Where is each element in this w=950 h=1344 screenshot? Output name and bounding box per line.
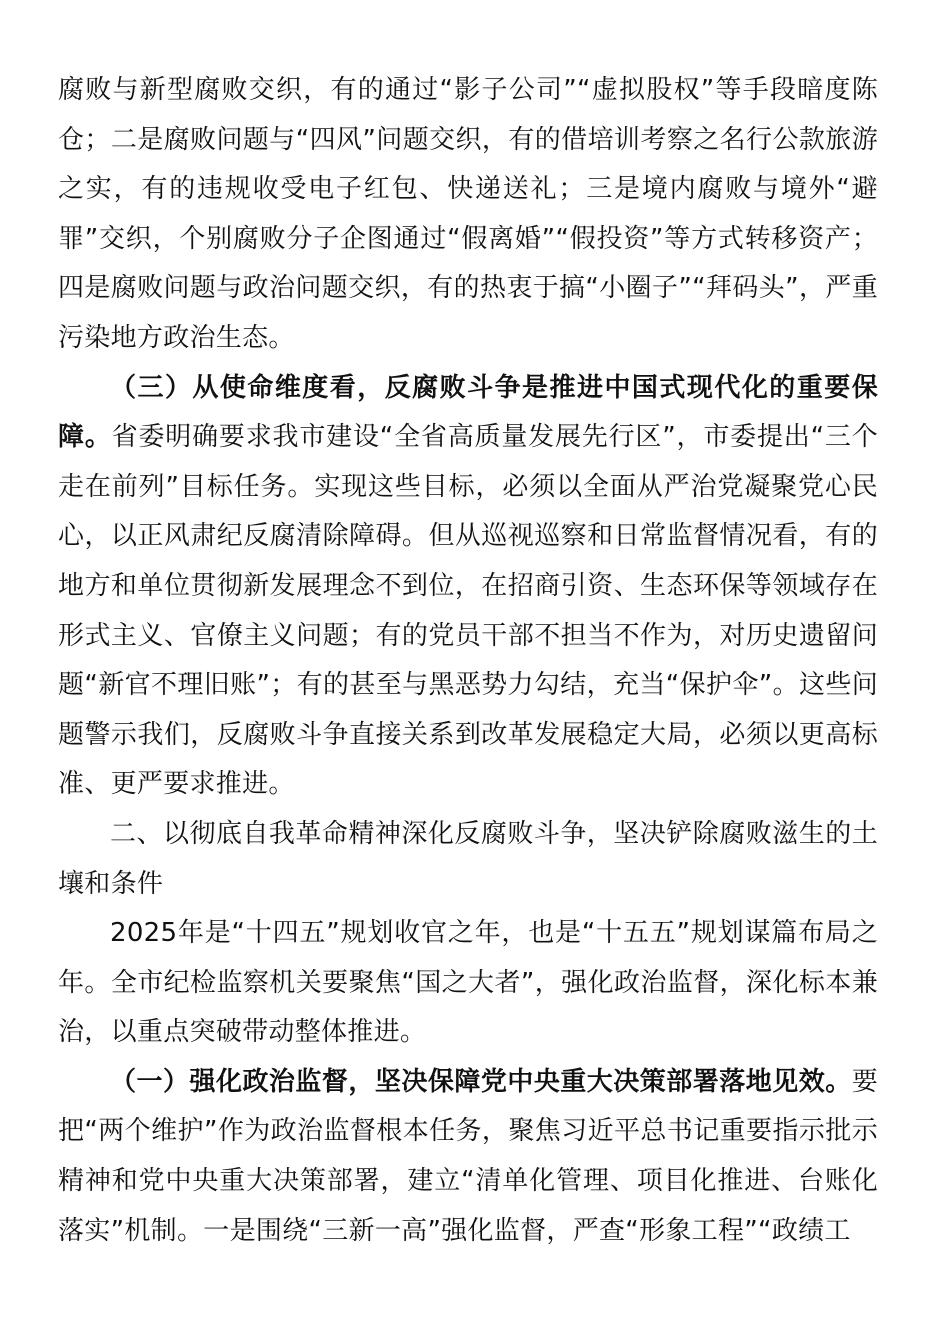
section-heading-1: （一）强化政治监督，坚决保障党中央重大决策部署落地见效。 — [110, 1066, 852, 1097]
paragraph-2025-overview: 2025年是“十四五”规划收官之年，也是“十五五”规划谋篇布局之年。全市纪检监察机关要聚焦“国之大者”，强化政治监督，深化标本兼治，以重点突破带动整体推进。 — [58, 918, 878, 1048]
paragraph-corruption-types: 腐败与新型腐败交织，有的通过“影子公司”“虚拟股权”等手段暗度陈仓；二是腐败问题与“四风”问题交织，有的借培训考察之名行公款旅游之实，有的违规收受电子红包、快递送礼；三是境内腐败与境外“避罪”交织，个别腐败分子企图通过“假离婚”“假投资”等方式转移资产；四是腐败问题与政治问题交织，有的热衷于搞“小圈子”“拜码头”，严重污染地方政治生态。 — [58, 75, 878, 353]
paragraph-body: 省委明确要求我市建设“全省高质量发展先行区”，市委提出“三个走在前列”目标任务。实现这些目标，必须以全面从严治党凝聚党心民心，以正风肃纪反腐清除障碍。但从巡视巡察和日常监督情况看，有的地方和单位贯彻新发展理念不到位，在招商引资、生态环保等领域存在形式主义、官僚主义问题；有的党员干部不担当不作为，对历史遗留问题“新官不理旧账”；有的甚至与黑恶势力勾结，充当“保护伞”。这些问题警示我们，反腐败斗争直接关系到改革发展稳定大局，必须以更高标准、更严要求推进。 — [58, 422, 878, 800]
chapter-heading-2: 二、以彻底自我革命精神深化反腐败斗争，坚决铲除腐败滋生的土壤和条件 — [58, 818, 878, 899]
paragraph-mission-dimension — [58, 364, 878, 810]
document-page — [58, 66, 878, 1256]
paragraph-body: 要把“两个维护”作为政治监督根本任务，聚焦习近平总书记重要指示批示精神和党中央重大决策部署，建立“清单化管理、项目化推进、台账化落实”机制。一是围绕“三新一高”强化监督，严查“形象工程”“政绩工 — [58, 1066, 878, 1246]
paragraph-political-supervision — [58, 1058, 878, 1256]
section-heading-3: （三）从使命维度看，反腐败斗争是推进中国式现代化的重要保障。 — [58, 372, 878, 453]
